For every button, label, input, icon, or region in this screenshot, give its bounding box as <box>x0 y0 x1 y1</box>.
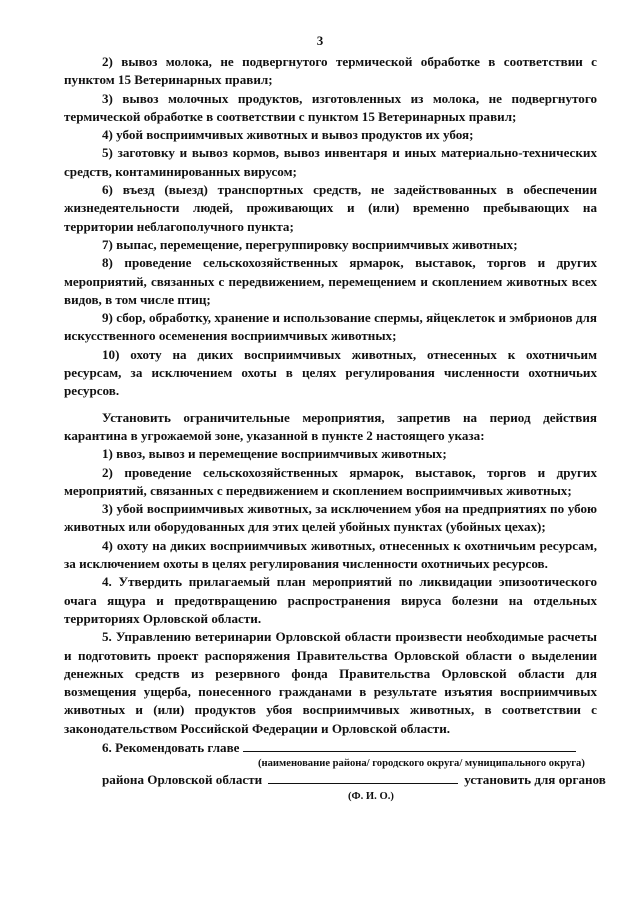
paragraph-item: 3) убой восприимчивых животных, за исключением убоя на предприятиях по убою животных или оборудованных для этих целей убойных пунктах (убойных цехах); <box>64 501 597 535</box>
paragraph-item: 2) проведение сельскохозяйственных ярмарок, выставок, торгов и других мероприятий, связанных с передвижением и скоплением восприимчивых животных; <box>64 464 597 498</box>
paragraph-item: 9) сбор, обработку, хранение и использование спермы, яйцеклеток и эмбрионов для искусственного осеменения восприимчивых животных; <box>64 310 597 344</box>
paragraph-item: 5) заготовку и вывоз кормов, вывоз инвентаря и иных материально-технических средств, контаминированных вирусом; <box>64 145 597 179</box>
region-before: района Орловской области <box>102 772 263 788</box>
paragraph-item: 2) вывоз молока, не подвергнутого термической обработке в соответствии с пунктом 15 Ветеринарных правил; <box>64 54 597 88</box>
paragraph-item: 1) ввоз, вывоз и перемещение восприимчивых животных; <box>102 446 447 462</box>
region-after: установить для органов <box>464 772 606 788</box>
head-name-blank[interactable] <box>243 738 576 752</box>
paragraph-item: 10) охоту на диких восприимчивых животных, отнесенных к охотничьим ресурсам, за исключением охоты в целях регулирования численности охотничьих ресурсов. <box>64 346 597 399</box>
page-number: 3 <box>316 33 324 48</box>
clause-6-lead: 6. Рекомендовать главе <box>102 739 240 755</box>
paragraph-item: 4) убой восприимчивых животных и вывоз продуктов их убоя; <box>102 127 474 143</box>
paragraph-restrictions-intro: Установить ограничительные мероприятия, запретив на период действия карантина в угрожаемой зоне, указанной в пункте 2 настоящего указа: <box>64 409 597 443</box>
district-caption: (наименование района/ городского округа/ муниципального округа) <box>258 758 585 770</box>
document-body <box>64 53 606 803</box>
fio-caption: (Ф. И. О.) <box>348 790 394 802</box>
paragraph-gap <box>64 401 597 409</box>
paragraph-item: 6) въезд (выезд) транспортных средств, не задействованных в обеспечении жизнедеятельности людей, проживающих и (или) временно пребывающих на территории неблагополучного пункта; <box>64 182 597 234</box>
paragraph-item: 8) проведение сельскохозяйственных ярмарок, выставок, торгов и других мероприятий, связанных с передвижением, перемещением и скоплением животных всех видов, в том числе птиц; <box>64 255 597 307</box>
region-line <box>64 770 606 789</box>
clause-6-line <box>64 738 597 757</box>
paragraph-item: 3) вывоз молочных продуктов, изготовленных из молока, не подвергнутого термической обработке в соответствии с пунктом 15 Ветеринарных правил; <box>64 90 597 124</box>
fio-blank[interactable] <box>268 770 458 784</box>
paragraph-item: 4) охоту на диких восприимчивых животных, отнесенных к охотничьим ресурсам, за исключением охоты в целях регулирования численности охотничьих ресурсов. <box>64 537 597 572</box>
paragraph-clause-5: 5. Управлению ветеринарии Орловской области произвести необходимые расчеты и подготовить проект распоряжения Правительства Орловской области о выделении денежных средств из резервного фонда Правительства Орловской области для возмещения ущерба, понесенного гражданами в результате изъятия восприимчивых животных и (или) продуктов убоя восприимчивых животных, в соответствии с законодательством Российской Федерации и Орловской области. <box>64 629 597 736</box>
paragraph-item: 7) выпас, перемещение, перегруппировку восприимчивых животных; <box>102 236 518 252</box>
paragraph-clause-4: 4. Утвердить прилагаемый план мероприятий по ликвидации эпизоотического очага ящура и предотвращению распространения вируса болезни на отдельных территориях Орловской области. <box>64 574 597 626</box>
